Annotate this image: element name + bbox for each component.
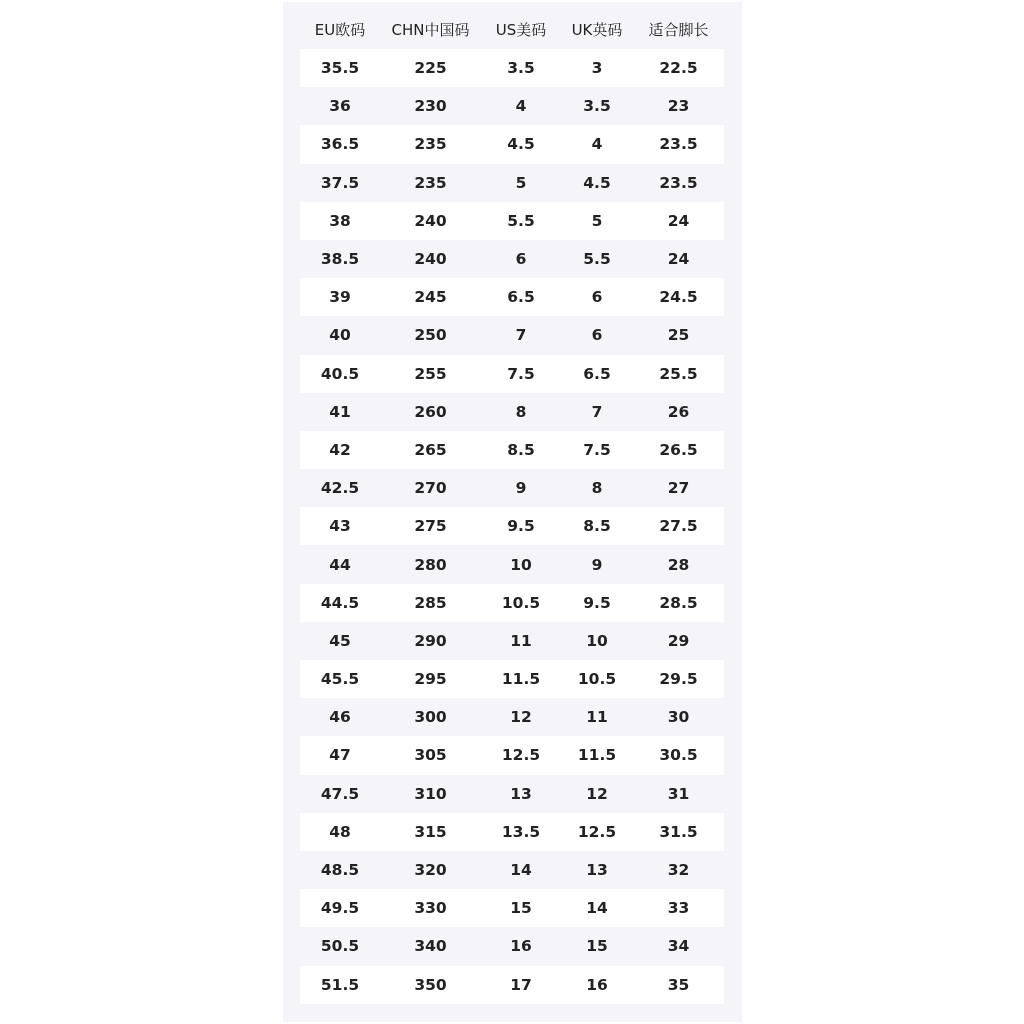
cell-us-size: 7.5	[507, 364, 535, 383]
cell-chn-size: 235	[414, 135, 447, 154]
cell-us-size: 12	[510, 708, 532, 727]
cell-eu-size: 38	[329, 211, 351, 230]
cell-uk-size: 11.5	[577, 746, 617, 765]
cell-foot-length: 23	[667, 97, 690, 116]
table-row	[300, 889, 724, 927]
cell-eu-size: 44.5	[320, 593, 360, 612]
cell-eu-size: 50.5	[320, 937, 360, 956]
table-row	[300, 813, 724, 851]
cell-us-size: 10	[510, 555, 532, 574]
cell-uk-size: 7	[591, 402, 603, 421]
cell-chn-size: 290	[414, 631, 447, 650]
cell-foot-length: 24	[667, 250, 690, 269]
cell-eu-size: 42	[329, 440, 351, 459]
cell-foot-length: 33	[667, 899, 690, 918]
cell-uk-size: 4	[591, 135, 603, 154]
table-row	[300, 545, 724, 583]
cell-chn-size: 250	[414, 326, 447, 345]
cell-us-size: 13	[510, 784, 532, 803]
cell-uk-size: 14	[586, 899, 608, 918]
cell-foot-length: 28	[667, 555, 690, 574]
cell-foot-length: 27	[667, 479, 690, 498]
cell-eu-size: 45	[329, 631, 351, 650]
size-chart-body	[300, 49, 724, 1004]
cell-chn-size: 275	[414, 517, 447, 536]
cell-uk-size: 10	[586, 631, 608, 650]
cell-foot-length: 30.5	[659, 746, 698, 765]
header-foot-length: 适合脚长	[648, 20, 709, 39]
cell-foot-length: 25.5	[659, 364, 698, 383]
cell-uk-size: 6.5	[583, 364, 611, 383]
table-row	[300, 851, 724, 889]
cell-uk-size: 6	[591, 288, 603, 307]
cell-us-size: 8	[515, 402, 527, 421]
cell-uk-size: 16	[586, 975, 608, 994]
header-us-size: US美码	[495, 20, 547, 39]
cell-foot-length: 27.5	[659, 517, 698, 536]
header-uk-size: UK英码	[571, 20, 623, 39]
cell-chn-size: 255	[414, 364, 447, 383]
cell-foot-length: 31	[667, 784, 690, 803]
cell-foot-length: 26	[667, 402, 690, 421]
cell-uk-size: 8.5	[583, 517, 611, 536]
cell-eu-size: 42.5	[320, 479, 360, 498]
header-chn-size: CHN中国码	[391, 20, 470, 39]
cell-chn-size: 350	[414, 975, 447, 994]
cell-eu-size: 35.5	[320, 59, 360, 78]
cell-eu-size: 43	[329, 517, 351, 536]
cell-uk-size: 10.5	[577, 670, 617, 689]
cell-foot-length: 24.5	[659, 288, 698, 307]
table-row	[300, 775, 724, 813]
cell-chn-size: 245	[414, 288, 447, 307]
cell-us-size: 6	[515, 250, 527, 269]
cell-foot-length: 30	[667, 708, 690, 727]
table-row	[300, 87, 724, 125]
cell-eu-size: 40.5	[320, 364, 360, 383]
table-row	[300, 584, 724, 622]
cell-chn-size: 320	[414, 861, 447, 880]
cell-foot-length: 34	[667, 937, 690, 956]
cell-us-size: 13.5	[501, 822, 541, 841]
cell-us-size: 14	[510, 861, 532, 880]
cell-foot-length: 29.5	[659, 670, 698, 689]
cell-uk-size: 13	[586, 861, 608, 880]
cell-foot-length: 35	[667, 975, 690, 994]
cell-foot-length: 32	[667, 861, 690, 880]
cell-foot-length: 22.5	[659, 59, 698, 78]
cell-us-size: 3.5	[507, 59, 535, 78]
cell-us-size: 12.5	[501, 746, 541, 765]
cell-us-size: 9	[515, 479, 527, 498]
cell-foot-length: 23.5	[659, 135, 698, 154]
cell-us-size: 6.5	[507, 288, 535, 307]
size-chart-header	[300, 10, 724, 48]
cell-chn-size: 300	[414, 708, 447, 727]
table-row	[300, 164, 724, 202]
cell-eu-size: 45.5	[320, 670, 360, 689]
table-row	[300, 966, 724, 1004]
cell-eu-size: 47	[329, 746, 351, 765]
cell-foot-length: 25	[667, 326, 690, 345]
cell-foot-length: 28.5	[659, 593, 698, 612]
cell-chn-size: 270	[414, 479, 447, 498]
cell-uk-size: 9	[591, 555, 603, 574]
cell-chn-size: 315	[414, 822, 447, 841]
header-eu-size: EU欧码	[314, 20, 366, 39]
cell-us-size: 11.5	[501, 670, 541, 689]
cell-eu-size: 36	[329, 97, 351, 116]
cell-foot-length: 31.5	[659, 822, 698, 841]
cell-chn-size: 310	[414, 784, 447, 803]
cell-foot-length: 23.5	[659, 173, 698, 192]
cell-us-size: 4	[515, 97, 527, 116]
cell-uk-size: 3	[591, 59, 603, 78]
cell-us-size: 4.5	[507, 135, 535, 154]
cell-chn-size: 260	[414, 402, 447, 421]
cell-us-size: 17	[510, 975, 532, 994]
cell-uk-size: 7.5	[583, 440, 611, 459]
table-row	[300, 469, 724, 507]
cell-chn-size: 235	[414, 173, 447, 192]
cell-uk-size: 15	[586, 937, 608, 956]
cell-eu-size: 49.5	[320, 899, 360, 918]
table-row	[300, 49, 724, 87]
cell-uk-size: 5.5	[583, 250, 611, 269]
cell-foot-length: 24	[667, 211, 690, 230]
cell-us-size: 10.5	[501, 593, 541, 612]
cell-uk-size: 6	[591, 326, 603, 345]
cell-uk-size: 12.5	[577, 822, 617, 841]
cell-uk-size: 3.5	[583, 97, 611, 116]
cell-chn-size: 285	[414, 593, 447, 612]
cell-chn-size: 240	[414, 250, 447, 269]
table-row	[300, 355, 724, 393]
table-row	[300, 698, 724, 736]
cell-us-size: 8.5	[507, 440, 535, 459]
cell-eu-size: 37.5	[320, 173, 360, 192]
cell-eu-size: 51.5	[320, 975, 360, 994]
cell-us-size: 15	[510, 899, 532, 918]
cell-eu-size: 39	[329, 288, 351, 307]
cell-foot-length: 29	[667, 631, 690, 650]
cell-chn-size: 240	[414, 211, 447, 230]
cell-chn-size: 305	[414, 746, 447, 765]
cell-eu-size: 41	[329, 402, 351, 421]
table-row	[300, 507, 724, 545]
cell-uk-size: 12	[586, 784, 608, 803]
table-row	[300, 202, 724, 240]
cell-chn-size: 295	[414, 670, 447, 689]
cell-eu-size: 44	[329, 555, 351, 574]
cell-chn-size: 280	[414, 555, 447, 574]
cell-us-size: 11	[510, 631, 532, 650]
cell-us-size: 16	[510, 937, 532, 956]
cell-chn-size: 230	[414, 97, 447, 116]
cell-eu-size: 38.5	[320, 250, 360, 269]
table-row	[300, 622, 724, 660]
table-row	[300, 431, 724, 469]
cell-foot-length: 26.5	[659, 440, 698, 459]
cell-eu-size: 48	[329, 822, 351, 841]
cell-uk-size: 9.5	[583, 593, 611, 612]
cell-chn-size: 265	[414, 440, 447, 459]
table-row	[300, 316, 724, 354]
table-row	[300, 736, 724, 774]
cell-eu-size: 40	[329, 326, 351, 345]
cell-eu-size: 47.5	[320, 784, 360, 803]
cell-eu-size: 48.5	[320, 861, 360, 880]
cell-us-size: 5.5	[507, 211, 535, 230]
cell-us-size: 7	[515, 326, 527, 345]
cell-us-size: 9.5	[507, 517, 535, 536]
table-row	[300, 125, 724, 163]
table-row	[300, 240, 724, 278]
cell-uk-size: 4.5	[583, 173, 611, 192]
table-row	[300, 393, 724, 431]
table-row	[300, 660, 724, 698]
cell-uk-size: 5	[591, 211, 603, 230]
table-row	[300, 278, 724, 316]
cell-us-size: 5	[515, 173, 527, 192]
cell-eu-size: 36.5	[320, 135, 360, 154]
cell-uk-size: 11	[586, 708, 608, 727]
cell-eu-size: 46	[329, 708, 351, 727]
cell-uk-size: 8	[591, 479, 603, 498]
cell-chn-size: 225	[414, 59, 447, 78]
table-row	[300, 927, 724, 965]
cell-chn-size: 340	[414, 937, 447, 956]
cell-chn-size: 330	[414, 899, 447, 918]
